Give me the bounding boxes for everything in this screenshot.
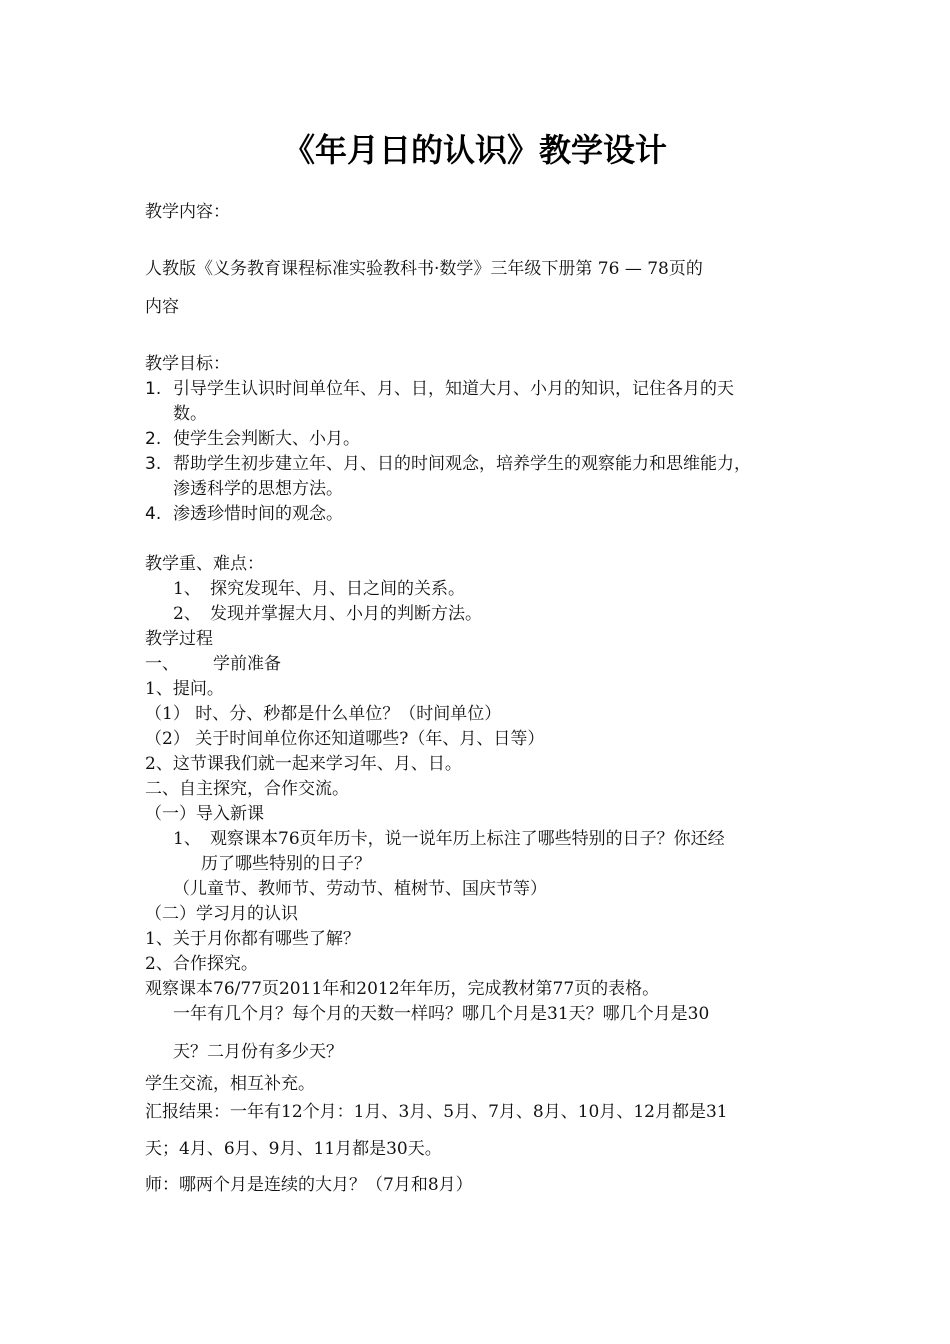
process-line: （2） 关于时间单位你还知道哪些?（年、月、日等）	[145, 729, 545, 749]
section-title: 二、自主探究，合作交流。	[145, 779, 349, 799]
document-title: 《年月日的认识》教学设计	[282, 131, 667, 169]
process-number: 1、	[173, 829, 201, 849]
process-line: 汇报结果：一年有12个月：1月、3月、5月、7月、8月、10月、12月都是31	[145, 1102, 728, 1122]
subsection-title: （一）导入新课	[145, 804, 264, 824]
objective-text: 使学生会判断大、小月。	[173, 429, 360, 449]
process-line: 观察课本76页年历卡，说一说年历上标注了哪些特别的日子？你还经	[210, 829, 725, 849]
objective-text: 引导学生认识时间单位年、月、日，知道大月、小月的知识，记住各月的天	[173, 379, 734, 399]
keypoint-text: 发现并掌握大月、小月的判断方法。	[210, 604, 482, 624]
process-line: （儿童节、教师节、劳动节、植树节、国庆节等）	[173, 879, 547, 899]
process-line: 历了哪些特别的日子？	[201, 854, 371, 874]
keypoints-heading: 教学重、难点：	[145, 554, 264, 574]
objective-number: 2.	[145, 429, 162, 449]
objective-text: 数。	[173, 404, 207, 424]
keypoint-number: 1、	[173, 579, 201, 599]
process-heading: 教学过程	[145, 629, 213, 649]
objective-text: 渗透科学的思想方法。	[173, 479, 343, 499]
process-line: 师：哪两个月是连续的大月？（7月和8月）	[145, 1175, 473, 1195]
keypoint-text: 探究发现年、月、日之间的关系。	[210, 579, 465, 599]
objective-number: 3.	[145, 454, 162, 474]
objective-text: 渗透珍惜时间的观念。	[173, 504, 343, 524]
process-line: 1、提问。	[145, 679, 224, 699]
content-line-1: 人教版《义务教育课程标准实验教科书·数学》三年级下册第 76 — 78页的	[145, 259, 703, 279]
keypoint-number: 2、	[173, 604, 201, 624]
objective-number: 4.	[145, 504, 162, 524]
subsection-title: （二）学习月的认识	[145, 904, 298, 924]
process-line: 学生交流，相互补充。	[145, 1074, 315, 1094]
objective-number: 1.	[145, 379, 162, 399]
process-line: 天；4月、6月、9月、11月都是30天。	[145, 1139, 442, 1159]
content-line-2: 内容	[145, 297, 179, 317]
process-line: 天？二月份有多少天？	[173, 1042, 343, 1062]
process-line: 2、这节课我们就一起来学习年、月、日。	[145, 754, 462, 774]
process-line: （1） 时、分、秒都是什么单位？（时间单位）	[145, 704, 502, 724]
section-number: 一、	[145, 654, 179, 674]
process-line: 观察课本76/77页2011年和2012年年历，完成教材第77页的表格。	[145, 979, 660, 999]
process-line: 2、合作探究。	[145, 954, 258, 974]
process-line: 一年有几个月？每个月的天数一样吗？哪几个月是31天？哪几个月是30	[173, 1004, 710, 1024]
section-title: 学前准备	[213, 654, 281, 674]
process-line: 1、关于月你都有哪些了解？	[145, 929, 360, 949]
objectives-heading: 教学目标：	[145, 354, 230, 374]
content-heading: 教学内容：	[145, 202, 230, 222]
objective-text: 帮助学生初步建立年、月、日的时间观念，培养学生的观察能力和思维能力，	[173, 454, 751, 474]
